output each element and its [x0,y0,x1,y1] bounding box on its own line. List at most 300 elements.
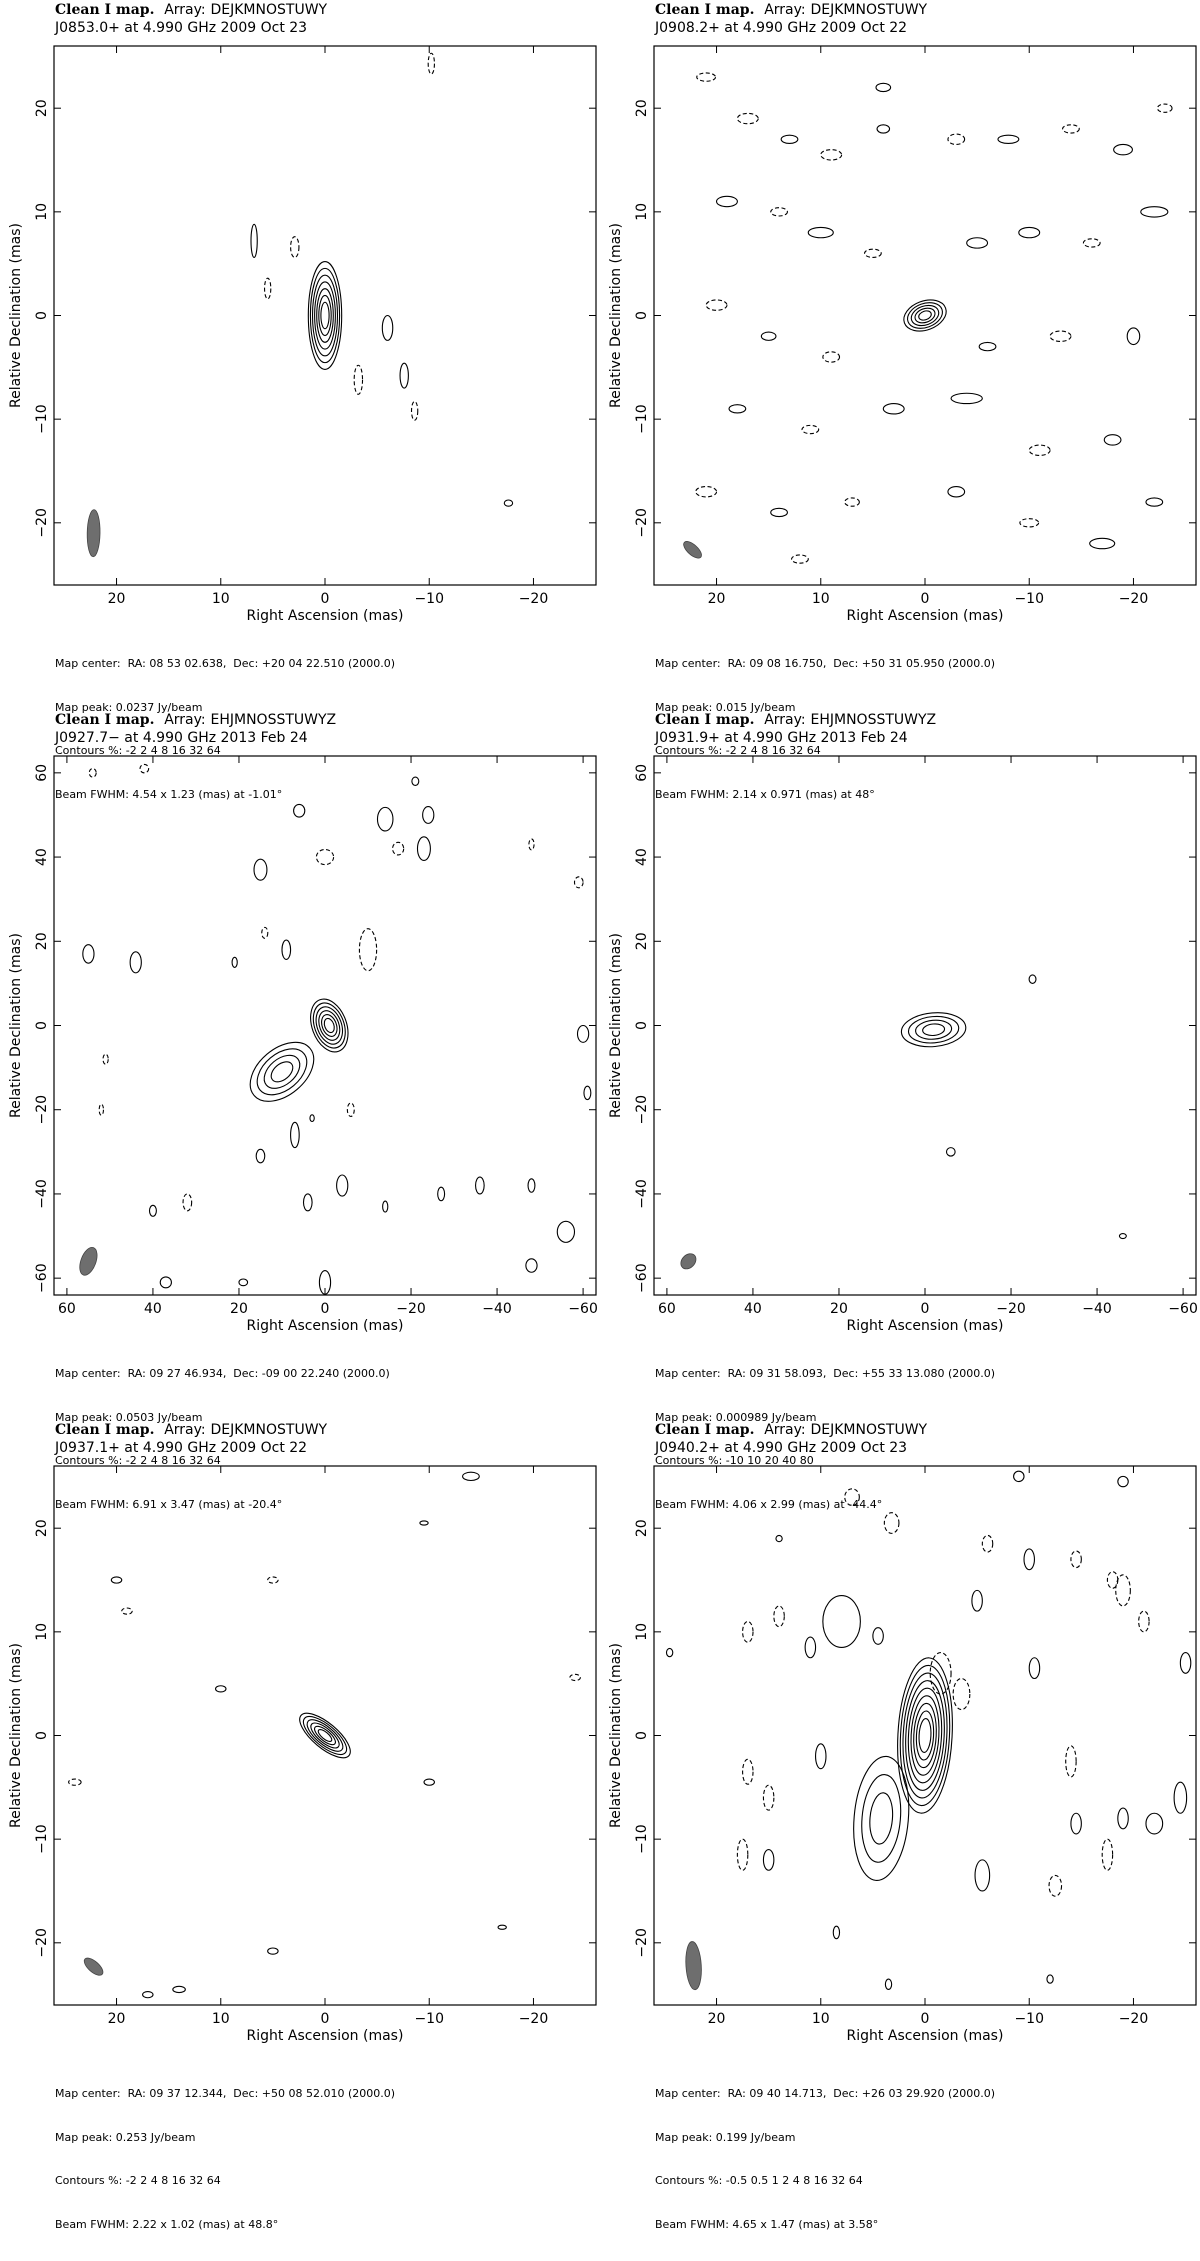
positive-contour [282,940,291,959]
contour-map-panel [600,1420,1200,2231]
positive-contour [717,196,738,206]
positive-contour [1127,328,1140,345]
x-tick-label: −40 [1082,1301,1112,1317]
negative-contour [737,113,758,123]
contour-plot [0,1420,600,2125]
negative-contour [743,1621,753,1642]
positive-contour [876,83,891,91]
y-tick-label: 40 [34,848,50,866]
core-contour [298,1710,353,1761]
y-tick-label: −20 [34,508,50,538]
negative-contour [393,842,404,855]
negative-contour [763,1785,773,1810]
map-title: Clean I map. [55,712,155,728]
x-tick-label: −10 [414,2011,445,2027]
jet-contour [267,1058,296,1086]
positive-contour [667,1648,673,1656]
y-tick-label: −60 [634,1263,650,1293]
x-tick-label: −40 [482,1301,512,1317]
y-axis-label: Relative Declination (mas) [608,223,624,408]
y-tick-label: −10 [34,404,50,434]
contours-line: Contours %: -2 2 4 8 16 32 64 [655,744,821,757]
positive-contour [423,807,434,824]
x-tick-label: 0 [920,2011,930,2027]
negative-contour [845,498,860,506]
x-tick-label: 10 [811,591,830,607]
positive-contour [504,500,512,506]
positive-contour [528,1179,535,1192]
core-contour [915,1711,935,1761]
positive-contour [232,957,237,967]
negative-contour [183,1194,192,1211]
y-tick-label: −20 [634,1928,650,1958]
restoring-beam-ellipse [681,539,704,561]
negative-contour [359,929,376,971]
positive-contour [951,393,982,403]
y-tick-label: 60 [634,763,650,782]
map-peak-line: Map peak: 0.0237 Jy/beam [55,700,203,714]
array-stations: DEJKMNOSTUWY [810,1422,928,1438]
source-title: J0853.0+ at 4.990 GHz 2009 Oct 23 [55,20,308,36]
positive-contour [383,1201,388,1212]
positive-contour [1090,538,1115,548]
positive-contour [557,1221,574,1242]
positive-contour [111,1577,121,1583]
negative-contour [802,425,819,433]
x-tick-label: 0 [320,2011,330,2027]
map-title: Clean I map. [655,1422,755,1438]
positive-contour [268,1948,278,1954]
negative-contour [354,365,362,394]
map-peak-line: Map peak: 0.000989 Jy/beam [655,1410,817,1424]
beam-fwhm-line: Beam FWHM: 6.91 x 3.47 (mas) at -20.4° [55,1497,283,1511]
positive-contour [1104,435,1121,445]
positive-contour [1141,207,1168,217]
y-tick-label: 10 [634,1622,650,1641]
y-tick-label: −40 [634,1179,650,1209]
positive-contour [256,1149,265,1162]
restoring-beam-ellipse [76,1245,100,1277]
beam-fwhm-line: Beam FWHM: 2.22 x 1.02 (mas) at 48.8° [55,2217,279,2231]
beam-fwhm-line: Beam FWHM: 2.14 x 0.971 (mas) at 48° [655,787,875,801]
map-peak-line: Map peak: 0.253 Jy/beam [55,2130,196,2144]
contours-line: Contours %: -2 2 4 8 16 32 64 [55,744,221,757]
core-contour [915,1019,953,1041]
negative-contour [69,1779,82,1785]
positive-contour [377,807,392,831]
map-center-line: Map center: RA: 09 08 16.750, Dec: +50 31 05.950 (2000.0) [655,657,996,670]
positive-contour [130,952,141,973]
x-axis-label: Right Ascension (mas) [246,1318,404,1334]
x-tick-label: 0 [920,1301,930,1317]
positive-contour [967,238,988,248]
array-label: Array: [164,1422,206,1438]
array-label: Array: [764,2,806,18]
positive-contour [526,1259,537,1272]
x-tick-label: 40 [744,1301,762,1317]
positive-contour [160,1277,171,1288]
positive-contour [1146,498,1163,506]
y-tick-label: −10 [634,1824,650,1854]
core-contour [293,1706,357,1765]
y-tick-label: 10 [34,1622,50,1641]
negative-contour [792,555,809,563]
restoring-beam-ellipse [87,510,101,557]
y-tick-label: −20 [634,1094,650,1125]
array-stations: EHJMNOSSTUWYZ [810,712,937,728]
core-contour [311,1003,347,1048]
array-label: Array: [764,712,806,728]
map-center-line: Map center: RA: 09 27 46.934, Dec: -09 00 22.240 (2000.0) [55,1367,390,1380]
map-info [55,2058,395,2261]
y-tick-label: 0 [634,1731,650,1740]
negative-contour [262,927,268,938]
x-tick-label: 60 [57,1301,76,1317]
x-axis-label: Right Ascension (mas) [246,2028,404,2044]
contour-layer [251,53,513,506]
negative-contour [1102,1839,1112,1870]
positive-contour [254,859,267,880]
negative-contour [771,208,788,216]
array-stations: DEJKMNOSTUWY [810,2,928,18]
y-axis-label: Relative Declination (mas) [8,1643,24,1828]
core-contour [308,262,341,370]
positive-contour [1118,1808,1128,1829]
map-peak-line: Map peak: 0.015 Jy/beam [655,700,796,714]
jet-contour [849,1754,914,1883]
negative-contour [953,1678,970,1709]
plot-frame [654,1466,1196,2005]
positive-contour [83,945,94,964]
negative-contour [265,278,271,299]
positive-contour [310,1115,314,1122]
y-tick-label: −20 [634,508,650,538]
negative-contour [103,1054,108,1064]
x-tick-label: 20 [107,591,126,607]
positive-contour [149,1205,156,1216]
restoring-beam-ellipse [684,1941,702,1990]
x-tick-label: 60 [657,1301,676,1317]
negative-contour [412,402,418,421]
contour-plot [600,0,1200,705]
y-tick-label: −20 [34,1928,50,1958]
core-contour [908,302,941,329]
contours-line: Contours %: -10 10 20 40 80 [655,1454,814,1467]
x-tick-label: −20 [396,1301,426,1317]
x-tick-label: 0 [920,591,930,607]
y-tick-label: 10 [34,202,50,221]
map-title: Clean I map. [55,1422,155,1438]
negative-contour [823,352,840,362]
array-label: Array: [764,1422,806,1438]
negative-contour [982,1535,992,1552]
negative-contour [1050,331,1071,341]
positive-contour [833,1926,839,1938]
positive-contour [947,1148,956,1156]
negative-contour [743,1759,753,1784]
x-tick-label: 20 [707,591,726,607]
negative-contour [529,839,534,850]
positive-contour [463,1472,480,1480]
source-title: J0937.1+ at 4.990 GHz 2009 Oct 22 [55,1440,308,1456]
negative-contour [865,249,882,257]
positive-contour [1114,144,1133,154]
negative-contour [1157,104,1172,112]
positive-contour [1014,1471,1024,1481]
core-contour [316,1728,333,1744]
positive-contour [1118,1476,1128,1486]
positive-contour [771,508,788,516]
positive-contour [781,135,798,143]
positive-contour [883,404,904,414]
jet-contour [249,1040,316,1104]
negative-contour [428,53,434,74]
core-contour [899,294,950,336]
positive-contour [291,1122,300,1147]
contour-plot [0,0,600,705]
x-axis-label: Right Ascension (mas) [846,1318,1004,1334]
positive-contour [400,363,408,388]
negative-contour [1029,445,1050,455]
array-stations: EHJMNOSSTUWYZ [210,712,337,728]
positive-contour [578,1026,589,1043]
positive-contour [1180,1653,1190,1674]
positive-contour [239,1279,248,1286]
positive-contour [805,1637,815,1658]
y-axis-label: Relative Declination (mas) [8,223,24,408]
positive-contour [216,1686,226,1692]
negative-contour [706,300,727,310]
negative-contour [99,1104,103,1115]
x-axis-label: Right Ascension (mas) [246,608,404,624]
negative-contour [697,73,716,81]
core-contour [913,306,937,326]
positive-contour [498,1925,506,1929]
map-peak-line: Map peak: 0.0503 Jy/beam [55,1410,203,1424]
y-tick-label: 0 [634,1021,650,1030]
negative-contour [696,487,717,497]
positive-contour [294,804,305,817]
x-tick-label: −60 [568,1301,598,1317]
positive-contour [251,224,257,257]
contour-layer [667,1471,1191,1989]
beam-fwhm-line: Beam FWHM: 4.54 x 1.23 (mas) at -1.01° [55,787,283,801]
plot-frame [654,46,1196,585]
core-contour [319,1012,340,1038]
jet-contour [858,1773,904,1864]
contour-plot [600,1420,1200,2125]
y-axis-label: Relative Declination (mas) [608,933,624,1118]
core-contour [308,999,352,1053]
core-contour [922,1023,945,1036]
source-title: J0927.7− at 4.990 GHz 2013 Feb 24 [55,730,308,746]
core-contour [302,1715,347,1757]
x-tick-label: 0 [320,591,330,607]
y-tick-label: −40 [34,1179,50,1209]
restoring-beam-ellipse [678,1251,699,1272]
source-title: J0908.2+ at 4.990 GHz 2009 Oct 22 [655,20,908,36]
negative-contour [89,769,96,777]
array-label: Array: [164,2,206,18]
x-tick-label: 20 [830,1301,848,1317]
jet-contour [239,1031,325,1113]
positive-contour [1174,1782,1187,1813]
y-tick-label: 20 [634,932,650,951]
positive-contour [877,125,890,133]
core-contour [904,298,946,333]
positive-contour [816,1744,826,1769]
positive-contour [761,332,776,340]
x-tick-label: 40 [144,1301,162,1317]
y-tick-label: 20 [634,1519,650,1538]
contour-plot [600,710,1200,1415]
positive-contour [1029,975,1036,983]
contours-line: Contours %: -2 2 4 8 16 32 64 [55,1454,221,1467]
negative-contour [574,877,583,888]
positive-contour [998,135,1019,143]
y-tick-label: 20 [34,99,50,118]
positive-contour [948,487,965,497]
contour-layer [83,764,591,1294]
map-peak-line: Map peak: 0.199 Jy/beam [655,2130,796,2144]
map-title: Clean I map. [655,712,755,728]
positive-contour [873,1628,883,1645]
map-info [655,2058,995,2261]
x-tick-label: −10 [414,591,445,607]
plot-frame [654,756,1196,1295]
contours-line: Contours %: -2 2 4 8 16 32 64 [55,2174,221,2187]
map-center-line: Map center: RA: 09 31 58.093, Dec: +55 33 13.080 (2000.0) [655,1367,996,1380]
jet-contour [868,1792,895,1845]
plot-frame [54,46,596,585]
map-center-line: Map center: RA: 09 37 12.344, Dec: +50 08 52.010 (2000.0) [55,2087,396,2100]
y-tick-label: 60 [34,763,50,782]
negative-contour [1071,1551,1081,1568]
y-tick-label: 20 [634,99,650,118]
positive-contour [763,1850,773,1871]
negative-contour [122,1608,132,1614]
positive-contour [303,1194,312,1211]
positive-contour [1029,1658,1039,1679]
positive-contour [438,1187,445,1200]
beam-fwhm-line: Beam FWHM: 4.06 x 2.99 (mas) at -44.4° [655,1497,883,1511]
map-title: Clean I map. [55,2,155,18]
contour-layer [696,73,1172,563]
y-tick-label: 0 [34,311,50,320]
positive-contour [776,1535,782,1541]
x-axis-label: Right Ascension (mas) [846,608,1004,624]
contour-layer [900,975,1126,1239]
core-contour [900,1672,950,1799]
negative-contour [948,134,965,144]
y-tick-label: 40 [634,848,650,866]
negative-contour [774,1606,784,1627]
array-label: Array: [164,712,206,728]
map-center-line: Map center: RA: 08 53 02.638, Dec: +20 04 22.510 (2000.0) [55,657,396,670]
positive-contour [417,837,430,861]
positive-contour [1071,1813,1081,1834]
x-tick-label: −20 [518,2011,549,2027]
y-axis-label: Relative Declination (mas) [608,1643,624,1828]
negative-contour [1066,1746,1076,1777]
positive-contour [584,1086,591,1099]
y-tick-label: 0 [634,311,650,320]
positive-contour [972,1590,982,1611]
negative-contour [821,150,842,160]
x-tick-label: 10 [811,2011,830,2027]
positive-contour [1047,1975,1053,1983]
contour-map-panel [0,1420,600,2231]
source-title: J0940.2+ at 4.990 GHz 2009 Oct 23 [655,1440,908,1456]
x-tick-label: −20 [996,1301,1026,1317]
x-tick-label: 20 [230,1301,248,1317]
contour-plot [0,710,600,1415]
map-title: Clean I map. [655,2,755,18]
y-tick-label: 0 [34,1021,50,1030]
negative-contour [1139,1611,1149,1632]
positive-contour [476,1177,485,1194]
negative-contour [1063,125,1080,133]
restoring-beam-ellipse [81,1955,105,1978]
positive-contour [823,1596,861,1648]
negative-contour [884,1513,899,1534]
negative-contour [140,764,149,772]
y-tick-label: 10 [634,202,650,221]
positive-contour [143,1992,153,1998]
y-tick-label: −60 [34,1263,50,1293]
positive-contour [412,777,419,785]
positive-contour [979,342,996,350]
positive-contour [975,1860,990,1891]
positive-contour [729,405,746,413]
y-axis-label: Relative Declination (mas) [8,933,24,1118]
negative-contour [737,1839,747,1870]
x-tick-label: 0 [320,1301,330,1317]
x-tick-label: −10 [1014,2011,1045,2027]
y-tick-label: −10 [634,404,650,434]
array-stations: DEJKMNOSTUWY [210,1422,328,1438]
negative-contour [845,1489,860,1506]
positive-contour [885,1979,891,1989]
source-title: J0931.9+ at 4.990 GHz 2013 Feb 24 [655,730,908,746]
negative-contour [1083,239,1100,247]
x-tick-label: 10 [211,591,230,607]
contour-layer [69,1472,581,1998]
beam-fwhm-line: Beam FWHM: 4.65 x 1.47 (mas) at 3.58° [655,2217,879,2231]
negative-contour [570,1674,580,1680]
positive-contour [1119,1234,1126,1239]
x-axis-label: Right Ascension (mas) [846,2028,1004,2044]
negative-contour [1020,519,1039,527]
positive-contour [424,1779,434,1785]
positive-contour [382,316,392,341]
positive-contour [808,227,833,237]
array-stations: DEJKMNOSTUWY [210,2,328,18]
positive-contour [337,1175,348,1196]
negative-contour [347,1103,354,1116]
x-tick-label: −20 [1118,2011,1149,2027]
core-contour [321,302,329,328]
negative-contour [291,237,299,258]
positive-contour [1146,1813,1163,1834]
x-tick-label: −60 [1168,1301,1198,1317]
negative-contour [1049,1875,1062,1896]
y-tick-label: −10 [34,1824,50,1854]
x-tick-label: 10 [211,2011,230,2027]
positive-contour [1024,1549,1034,1570]
y-tick-label: 0 [34,1731,50,1740]
positive-contour [173,1986,186,1992]
